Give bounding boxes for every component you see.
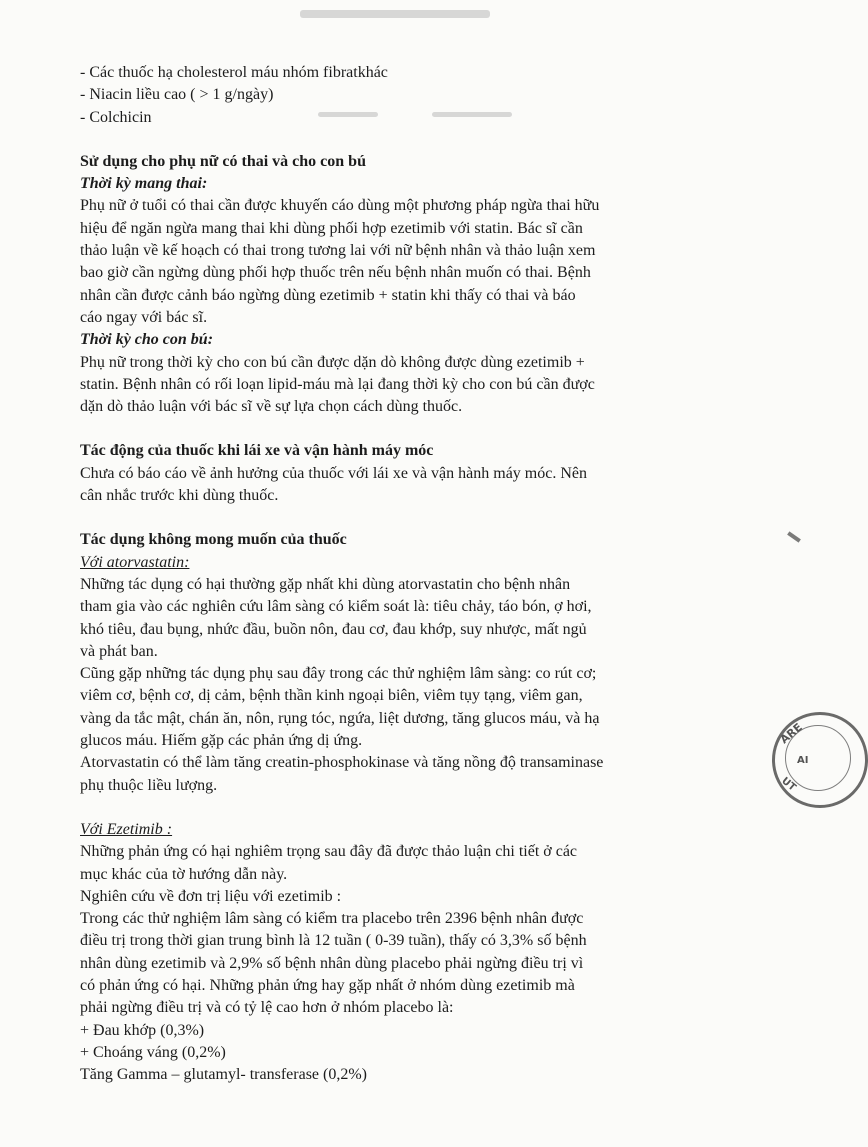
list-item: + Đau khớp (0,3%) [80,1021,205,1039]
paragraph-line: Những tác dụng có hại thường gặp nhất khi dùng atorvastatin cho bệnh nhân [80,575,571,593]
paragraph-line: Atorvastatin có thể làm tăng creatin-phosphokinase và tăng nồng độ transaminase [80,754,604,772]
paragraph-line: Phụ nữ trong thời kỳ cho con bú cần được dặn dò không được dùng ezetimib + [80,353,585,371]
paragraph-line: khó tiêu, đau bụng, nhức đầu, buồn nôn, đau cơ, đau khớp, suy nhược, mất ngủ [80,620,587,638]
paragraph-line: cân nhắc trước khi dùng thuốc. [80,487,279,505]
paragraph-line: nhân cần được cảnh báo ngừng dùng ezetimib + statin khi thấy có thai và báo [80,286,576,304]
paragraph-line: Nghiên cứu về đơn trị liệu với ezetimib : [80,887,342,905]
paragraph-line: phụ thuộc liều lượng. [80,776,218,794]
paragraph-line: và phát ban. [80,642,158,660]
list-item: - Các thuốc hạ cholesterol máu nhóm fibratkhác [80,64,388,81]
paragraph-line: Chưa có báo cáo về ảnh hưởng của thuốc với lái xe và vận hành máy móc. Nên [80,464,587,482]
paragraph-line: Tăng Gamma – glutamyl- transferase (0,2%) [80,1066,368,1084]
subheading-ezetimib: Với Ezetimib : [80,820,173,838]
stamp-text-mid: AI [797,755,809,766]
paragraph-line: có phản ứng có hại. Những phản ứng hay gặp nhất ở nhóm dùng ezetimib mà [80,976,575,994]
subheading-pregnancy: Thời kỳ mang thai: [80,175,208,193]
list-item: - Niacin liều cao ( > 1 g/ngày) [80,86,274,104]
subheading-atorvastatin: Với atorvastatin: [80,553,190,571]
paragraph-line: vàng da tắc mật, chán ăn, nôn, rụng tóc, ngứa, liệt dương, tăng glucos máu, và hạ [80,709,600,727]
stamp-text-bot: UT [779,775,798,794]
paragraph-line: phải ngừng điều trị và có tỷ lệ cao hơn ở nhóm placebo là: [80,999,454,1017]
paragraph-line: bao giờ cần ngừng dùng phối hợp thuốc trên nếu bệnh nhân muốn có thai. Bệnh [80,264,591,282]
edge-mark [787,531,801,542]
paragraph-line: thảo luận về kế hoạch có thai trong tương lai với nữ bệnh nhân và thảo luận xem [80,242,596,260]
section-heading-adverse: Tác dụng không mong muốn của thuốc [80,531,347,549]
paragraph-line: Những phản ứng có hại nghiêm trọng sau đây đã được thảo luận chi tiết ở các [80,843,578,861]
paragraph-line: glucos máu. Hiếm gặp các phản ứng dị ứng. [80,732,363,750]
subheading-lactation: Thời kỳ cho con bú: [80,331,214,349]
paragraph-line: Trong các thử nghiệm lâm sàng có kiểm tra placebo trên 2396 bệnh nhân được [80,910,584,928]
paragraph-line: hiệu để ngăn ngừa mang thai khi dùng phối hợp ezetimib với statin. Bác sĩ cần [80,219,583,237]
spacer [80,797,720,819]
paragraph-line: cáo ngay với bác sĩ. [80,308,208,326]
section-heading-driving: Tác động của thuốc khi lái xe và vận hành máy móc [80,442,434,460]
paragraph-line: nhân dùng ezetimib và 2,9% số bệnh nhân dùng placebo phải ngừng điều trị vì [80,954,584,972]
list-item: + Choáng váng (0,2%) [80,1043,226,1061]
official-stamp [772,712,868,808]
scan-smudge-top [300,10,490,18]
paragraph-line: Phụ nữ ở tuổi có thai cần được khuyến cáo dùng một phương pháp ngừa thai hữu [80,197,600,215]
paragraph-line: tham gia vào các nghiên cứu lâm sàng có kiểm soát là: tiêu chảy, táo bón, ợ hơi, [80,598,592,616]
spacer [80,507,720,529]
list-item: - Colchicin [80,108,152,126]
paragraph-line: mục khác của tờ hướng dẫn này. [80,865,288,883]
stamp-text-top: ARE [777,720,805,747]
paragraph-line: điều trị trong thời gian trung bình là 12 tuần ( 0-39 tuần), thấy có 3,3% số bệnh [80,932,587,950]
document-page [80,62,720,1086]
paragraph-line: viêm cơ, bệnh cơ, dị cảm, bệnh thần kinh ngoại biên, viêm tụy tạng, viêm gan, [80,687,583,705]
spacer [80,418,720,440]
section-heading-pregnancy: Sử dụng cho phụ nữ có thai và cho con bú [80,152,366,170]
paragraph-line: dặn dò thảo luận với bác sĩ về sự lựa chọn cách dùng thuốc. [80,398,463,416]
spacer [80,129,720,151]
paragraph-line: Cũng gặp những tác dụng phụ sau đây trong các thử nghiệm lâm sàng: co rút cơ; [80,665,597,683]
paragraph-line: statin. Bệnh nhân có rối loạn lipid-máu mà lại đang thời kỳ cho con bú cần được [80,375,595,393]
